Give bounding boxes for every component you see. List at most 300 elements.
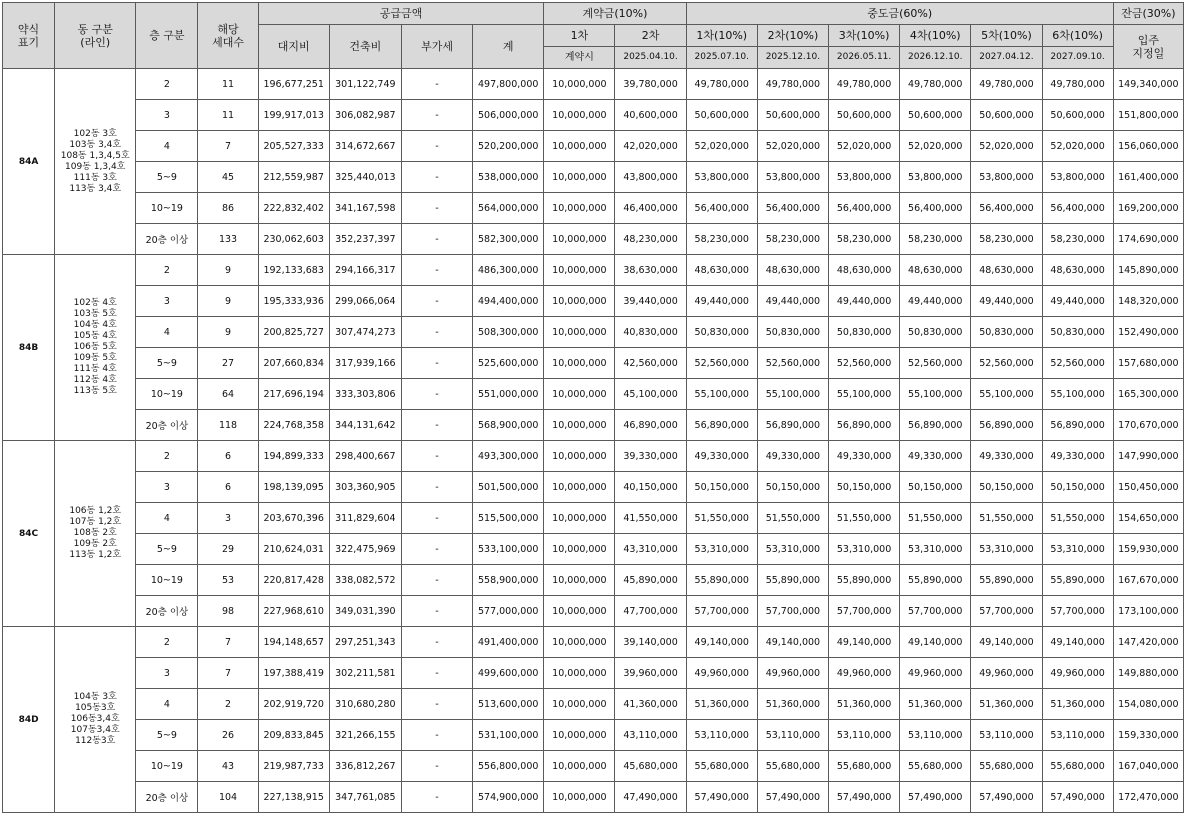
middle-3-cell: 53,110,000 <box>829 720 900 751</box>
header-middle-3-date: 2026.05.11. <box>829 47 900 69</box>
middle-1-cell: 51,360,000 <box>686 689 757 720</box>
balance-cell: 147,420,000 <box>1113 627 1183 658</box>
floor-cell: 4 <box>136 317 198 348</box>
table-row <box>3 69 1184 100</box>
c2-cell: 46,890,000 <box>615 410 686 441</box>
middle-4-cell: 49,960,000 <box>900 658 971 689</box>
land-cell: 202,919,720 <box>258 689 329 720</box>
middle-6-cell: 50,600,000 <box>1042 100 1113 131</box>
c2-cell: 39,440,000 <box>615 286 686 317</box>
households-cell: 27 <box>198 348 258 379</box>
middle-6-cell: 55,680,000 <box>1042 751 1113 782</box>
middle-6-cell: 57,490,000 <box>1042 782 1113 813</box>
vat-cell: - <box>401 565 472 596</box>
middle-1-cell: 53,310,000 <box>686 534 757 565</box>
middle-5-cell: 53,800,000 <box>971 162 1042 193</box>
c2-cell: 42,560,000 <box>615 348 686 379</box>
middle-3-cell: 50,150,000 <box>829 472 900 503</box>
c1-cell: 10,000,000 <box>544 751 615 782</box>
middle-4-cell: 57,700,000 <box>900 596 971 627</box>
c2-cell: 43,110,000 <box>615 720 686 751</box>
land-cell: 200,825,727 <box>258 317 329 348</box>
vat-cell: - <box>401 441 472 472</box>
total-cell: 577,000,000 <box>473 596 544 627</box>
building-cell: 294,166,317 <box>329 255 401 286</box>
c2-cell: 43,310,000 <box>615 534 686 565</box>
households-cell: 43 <box>198 751 258 782</box>
building-cell: 352,237,397 <box>329 224 401 255</box>
land-cell: 212,559,987 <box>258 162 329 193</box>
table-row <box>3 658 1184 689</box>
middle-4-cell: 58,230,000 <box>900 224 971 255</box>
middle-3-cell: 55,680,000 <box>829 751 900 782</box>
middle-1-cell: 50,150,000 <box>686 472 757 503</box>
header-middle-2: 2차(10%) <box>757 25 828 47</box>
vat-cell: - <box>401 410 472 441</box>
floor-cell: 3 <box>136 286 198 317</box>
middle-2-cell: 49,440,000 <box>757 286 828 317</box>
vat-cell: - <box>401 193 472 224</box>
floor-cell: 3 <box>136 100 198 131</box>
table-row <box>3 255 1184 286</box>
middle-3-cell: 53,310,000 <box>829 534 900 565</box>
floor-cell: 2 <box>136 627 198 658</box>
c2-cell: 46,400,000 <box>615 193 686 224</box>
middle-1-cell: 56,400,000 <box>686 193 757 224</box>
c1-cell: 10,000,000 <box>544 224 615 255</box>
households-cell: 104 <box>198 782 258 813</box>
header-land: 대지비 <box>258 25 329 69</box>
total-cell: 582,300,000 <box>473 224 544 255</box>
header-households: 해당 세대수 <box>198 3 258 69</box>
header-balance-date: 입주 지정일 <box>1113 25 1183 69</box>
middle-5-cell: 49,960,000 <box>971 658 1042 689</box>
building-cell: 307,474,273 <box>329 317 401 348</box>
households-cell: 133 <box>198 224 258 255</box>
vat-cell: - <box>401 286 472 317</box>
header-total: 계 <box>473 25 544 69</box>
vat-cell: - <box>401 162 472 193</box>
building-cell: 310,680,280 <box>329 689 401 720</box>
floor-cell: 4 <box>136 689 198 720</box>
middle-2-cell: 49,780,000 <box>757 69 828 100</box>
balance-cell: 159,930,000 <box>1113 534 1183 565</box>
building-cell: 336,812,267 <box>329 751 401 782</box>
table-row <box>3 224 1184 255</box>
middle-6-cell: 52,560,000 <box>1042 348 1113 379</box>
total-cell: 501,500,000 <box>473 472 544 503</box>
building-cell: 311,829,604 <box>329 503 401 534</box>
middle-2-cell: 57,490,000 <box>757 782 828 813</box>
middle-6-cell: 50,150,000 <box>1042 472 1113 503</box>
middle-5-cell: 50,150,000 <box>971 472 1042 503</box>
floor-cell: 4 <box>136 503 198 534</box>
middle-6-cell: 49,780,000 <box>1042 69 1113 100</box>
floor-cell: 4 <box>136 131 198 162</box>
building-cell: 325,440,013 <box>329 162 401 193</box>
land-cell: 203,670,396 <box>258 503 329 534</box>
c1-cell: 10,000,000 <box>544 503 615 534</box>
table-row <box>3 751 1184 782</box>
floor-cell: 20층 이상 <box>136 224 198 255</box>
table-row <box>3 286 1184 317</box>
middle-2-cell: 51,550,000 <box>757 503 828 534</box>
c2-cell: 39,140,000 <box>615 627 686 658</box>
c1-cell: 10,000,000 <box>544 379 615 410</box>
middle-5-cell: 50,600,000 <box>971 100 1042 131</box>
header-middle-5-date: 2027.04.12. <box>971 47 1042 69</box>
middle-6-cell: 56,400,000 <box>1042 193 1113 224</box>
table-header <box>3 3 1184 69</box>
land-cell: 220,817,428 <box>258 565 329 596</box>
middle-2-cell: 55,100,000 <box>757 379 828 410</box>
middle-6-cell: 49,140,000 <box>1042 627 1113 658</box>
households-cell: 6 <box>198 472 258 503</box>
middle-2-cell: 51,360,000 <box>757 689 828 720</box>
vat-cell: - <box>401 255 472 286</box>
land-cell: 199,917,013 <box>258 100 329 131</box>
middle-1-cell: 49,330,000 <box>686 441 757 472</box>
c1-cell: 10,000,000 <box>544 193 615 224</box>
middle-1-cell: 56,890,000 <box>686 410 757 441</box>
balance-cell: 145,890,000 <box>1113 255 1183 286</box>
building-cell: 349,031,390 <box>329 596 401 627</box>
balance-cell: 169,200,000 <box>1113 193 1183 224</box>
middle-6-cell: 56,890,000 <box>1042 410 1113 441</box>
households-cell: 9 <box>198 317 258 348</box>
header-middle-group: 중도금(60%) <box>686 3 1113 25</box>
c1-cell: 10,000,000 <box>544 534 615 565</box>
total-cell: 525,600,000 <box>473 348 544 379</box>
table-row <box>3 379 1184 410</box>
middle-5-cell: 58,230,000 <box>971 224 1042 255</box>
middle-6-cell: 50,830,000 <box>1042 317 1113 348</box>
land-cell: 198,139,095 <box>258 472 329 503</box>
balance-cell: 174,690,000 <box>1113 224 1183 255</box>
middle-5-cell: 57,700,000 <box>971 596 1042 627</box>
table-row <box>3 472 1184 503</box>
middle-3-cell: 49,780,000 <box>829 69 900 100</box>
vat-cell: - <box>401 224 472 255</box>
c1-cell: 10,000,000 <box>544 162 615 193</box>
header-balance-group: 잔금(30%) <box>1113 3 1183 25</box>
middle-2-cell: 55,890,000 <box>757 565 828 596</box>
total-cell: 564,000,000 <box>473 193 544 224</box>
households-cell: 53 <box>198 565 258 596</box>
floor-cell: 5~9 <box>136 348 198 379</box>
c1-cell: 10,000,000 <box>544 410 615 441</box>
c2-cell: 47,700,000 <box>615 596 686 627</box>
middle-5-cell: 49,440,000 <box>971 286 1042 317</box>
type-cell: 84C <box>3 441 55 627</box>
building-cell: 321,266,155 <box>329 720 401 751</box>
table-row <box>3 193 1184 224</box>
c1-cell: 10,000,000 <box>544 782 615 813</box>
c2-cell: 45,680,000 <box>615 751 686 782</box>
middle-6-cell: 58,230,000 <box>1042 224 1113 255</box>
land-cell: 194,148,657 <box>258 627 329 658</box>
c2-cell: 39,780,000 <box>615 69 686 100</box>
balance-cell: 157,680,000 <box>1113 348 1183 379</box>
table-row <box>3 410 1184 441</box>
balance-cell: 173,100,000 <box>1113 596 1183 627</box>
total-cell: 538,000,000 <box>473 162 544 193</box>
land-cell: 192,133,683 <box>258 255 329 286</box>
middle-3-cell: 52,560,000 <box>829 348 900 379</box>
middle-2-cell: 52,560,000 <box>757 348 828 379</box>
floor-cell: 5~9 <box>136 534 198 565</box>
middle-3-cell: 57,490,000 <box>829 782 900 813</box>
middle-2-cell: 49,960,000 <box>757 658 828 689</box>
c2-cell: 38,630,000 <box>615 255 686 286</box>
middle-1-cell: 49,440,000 <box>686 286 757 317</box>
building-cell: 314,672,667 <box>329 131 401 162</box>
middle-3-cell: 49,330,000 <box>829 441 900 472</box>
c2-cell: 45,100,000 <box>615 379 686 410</box>
land-cell: 227,138,915 <box>258 782 329 813</box>
total-cell: 497,800,000 <box>473 69 544 100</box>
table-row <box>3 534 1184 565</box>
total-cell: 551,000,000 <box>473 379 544 410</box>
middle-1-cell: 53,110,000 <box>686 720 757 751</box>
table-row <box>3 720 1184 751</box>
header-middle-1-date: 2025.07.10. <box>686 47 757 69</box>
middle-4-cell: 57,490,000 <box>900 782 971 813</box>
middle-5-cell: 49,780,000 <box>971 69 1042 100</box>
middle-2-cell: 57,700,000 <box>757 596 828 627</box>
middle-1-cell: 53,800,000 <box>686 162 757 193</box>
vat-cell: - <box>401 472 472 503</box>
middle-5-cell: 55,100,000 <box>971 379 1042 410</box>
c2-cell: 45,890,000 <box>615 565 686 596</box>
building-cell: 301,122,749 <box>329 69 401 100</box>
total-cell: 513,600,000 <box>473 689 544 720</box>
header-middle-3: 3차(10%) <box>829 25 900 47</box>
middle-2-cell: 50,600,000 <box>757 100 828 131</box>
balance-cell: 150,450,000 <box>1113 472 1183 503</box>
land-cell: 224,768,358 <box>258 410 329 441</box>
building-cell: 302,211,581 <box>329 658 401 689</box>
balance-cell: 149,340,000 <box>1113 69 1183 100</box>
floor-cell: 20층 이상 <box>136 782 198 813</box>
households-cell: 6 <box>198 441 258 472</box>
building-cell: 338,082,572 <box>329 565 401 596</box>
table-body <box>3 69 1184 813</box>
floor-cell: 2 <box>136 255 198 286</box>
building-cell: 306,082,987 <box>329 100 401 131</box>
total-cell: 531,100,000 <box>473 720 544 751</box>
middle-6-cell: 49,440,000 <box>1042 286 1113 317</box>
table-row <box>3 441 1184 472</box>
middle-1-cell: 50,830,000 <box>686 317 757 348</box>
c1-cell: 10,000,000 <box>544 627 615 658</box>
building-cell: 297,251,343 <box>329 627 401 658</box>
land-cell: 217,696,194 <box>258 379 329 410</box>
middle-3-cell: 56,400,000 <box>829 193 900 224</box>
table-row <box>3 131 1184 162</box>
middle-5-cell: 49,330,000 <box>971 441 1042 472</box>
c2-cell: 40,600,000 <box>615 100 686 131</box>
total-cell: 494,400,000 <box>473 286 544 317</box>
floor-cell: 10~19 <box>136 379 198 410</box>
c1-cell: 10,000,000 <box>544 69 615 100</box>
dong-cell: 102동 4호 103동 5호 104동 4호 105동 4호 106동 5호 109동 5호 111동 4호 112동 4호 113동 5호 <box>55 255 136 441</box>
balance-cell: 149,880,000 <box>1113 658 1183 689</box>
balance-cell: 172,470,000 <box>1113 782 1183 813</box>
c2-cell: 48,230,000 <box>615 224 686 255</box>
header-type: 약식 표기 <box>3 3 55 69</box>
households-cell: 45 <box>198 162 258 193</box>
land-cell: 222,832,402 <box>258 193 329 224</box>
building-cell: 298,400,667 <box>329 441 401 472</box>
households-cell: 98 <box>198 596 258 627</box>
dong-cell: 102동 3호 103동 3,4호 108동 1,3,4,5호 109동 1,3,4호 111동 3호 113동 3,4호 <box>55 69 136 255</box>
floor-cell: 20층 이상 <box>136 410 198 441</box>
land-cell: 197,388,419 <box>258 658 329 689</box>
middle-4-cell: 52,560,000 <box>900 348 971 379</box>
middle-3-cell: 52,020,000 <box>829 131 900 162</box>
total-cell: 493,300,000 <box>473 441 544 472</box>
land-cell: 195,333,936 <box>258 286 329 317</box>
households-cell: 26 <box>198 720 258 751</box>
table-row <box>3 565 1184 596</box>
middle-5-cell: 53,110,000 <box>971 720 1042 751</box>
building-cell: 341,167,598 <box>329 193 401 224</box>
vat-cell: - <box>401 782 472 813</box>
floor-cell: 10~19 <box>136 565 198 596</box>
c1-cell: 10,000,000 <box>544 441 615 472</box>
middle-4-cell: 55,680,000 <box>900 751 971 782</box>
households-cell: 11 <box>198 100 258 131</box>
balance-cell: 161,400,000 <box>1113 162 1183 193</box>
land-cell: 196,677,251 <box>258 69 329 100</box>
middle-3-cell: 55,100,000 <box>829 379 900 410</box>
vat-cell: - <box>401 348 472 379</box>
building-cell: 317,939,166 <box>329 348 401 379</box>
header-contract-2-date: 2025.04.10. <box>615 47 686 69</box>
middle-3-cell: 57,700,000 <box>829 596 900 627</box>
vat-cell: - <box>401 627 472 658</box>
total-cell: 515,500,000 <box>473 503 544 534</box>
table-row <box>3 689 1184 720</box>
total-cell: 574,900,000 <box>473 782 544 813</box>
balance-cell: 147,990,000 <box>1113 441 1183 472</box>
c1-cell: 10,000,000 <box>544 286 615 317</box>
middle-5-cell: 52,020,000 <box>971 131 1042 162</box>
c1-cell: 10,000,000 <box>544 565 615 596</box>
middle-3-cell: 49,440,000 <box>829 286 900 317</box>
balance-cell: 152,490,000 <box>1113 317 1183 348</box>
middle-1-cell: 49,780,000 <box>686 69 757 100</box>
building-cell: 344,131,642 <box>329 410 401 441</box>
middle-2-cell: 50,830,000 <box>757 317 828 348</box>
middle-2-cell: 50,150,000 <box>757 472 828 503</box>
households-cell: 118 <box>198 410 258 441</box>
floor-cell: 2 <box>136 441 198 472</box>
households-cell: 64 <box>198 379 258 410</box>
building-cell: 299,066,064 <box>329 286 401 317</box>
middle-6-cell: 53,110,000 <box>1042 720 1113 751</box>
header-middle-2-date: 2025.12.10. <box>757 47 828 69</box>
households-cell: 29 <box>198 534 258 565</box>
floor-cell: 5~9 <box>136 162 198 193</box>
vat-cell: - <box>401 596 472 627</box>
middle-4-cell: 50,150,000 <box>900 472 971 503</box>
middle-5-cell: 55,680,000 <box>971 751 1042 782</box>
total-cell: 533,100,000 <box>473 534 544 565</box>
header-dong: 동 구분 (라인) <box>55 3 136 69</box>
header-vat: 부가세 <box>401 25 472 69</box>
middle-5-cell: 50,830,000 <box>971 317 1042 348</box>
middle-4-cell: 48,630,000 <box>900 255 971 286</box>
floor-cell: 3 <box>136 472 198 503</box>
c1-cell: 10,000,000 <box>544 689 615 720</box>
c2-cell: 41,360,000 <box>615 689 686 720</box>
middle-4-cell: 49,140,000 <box>900 627 971 658</box>
middle-3-cell: 56,890,000 <box>829 410 900 441</box>
floor-cell: 3 <box>136 658 198 689</box>
middle-1-cell: 50,600,000 <box>686 100 757 131</box>
vat-cell: - <box>401 131 472 162</box>
households-cell: 7 <box>198 627 258 658</box>
dong-cell: 104동 3호 105동3호 106동3,4호 107동3,4호 112동3호 <box>55 627 136 813</box>
floor-cell: 20층 이상 <box>136 596 198 627</box>
balance-cell: 148,320,000 <box>1113 286 1183 317</box>
middle-6-cell: 55,890,000 <box>1042 565 1113 596</box>
middle-3-cell: 48,630,000 <box>829 255 900 286</box>
households-cell: 2 <box>198 689 258 720</box>
c2-cell: 41,550,000 <box>615 503 686 534</box>
middle-1-cell: 51,550,000 <box>686 503 757 534</box>
table-row <box>3 627 1184 658</box>
total-cell: 506,000,000 <box>473 100 544 131</box>
c2-cell: 40,830,000 <box>615 317 686 348</box>
c2-cell: 39,960,000 <box>615 658 686 689</box>
dong-cell: 106동 1,2호 107동 1,2호 108동 2호 109동 2호 113동 1,2호 <box>55 441 136 627</box>
header-contract-group: 계약금(10%) <box>544 3 686 25</box>
c2-cell: 42,020,000 <box>615 131 686 162</box>
middle-6-cell: 49,330,000 <box>1042 441 1113 472</box>
middle-2-cell: 56,400,000 <box>757 193 828 224</box>
households-cell: 86 <box>198 193 258 224</box>
middle-5-cell: 48,630,000 <box>971 255 1042 286</box>
middle-5-cell: 56,890,000 <box>971 410 1042 441</box>
c1-cell: 10,000,000 <box>544 131 615 162</box>
households-cell: 9 <box>198 255 258 286</box>
middle-2-cell: 49,330,000 <box>757 441 828 472</box>
total-cell: 491,400,000 <box>473 627 544 658</box>
middle-6-cell: 53,800,000 <box>1042 162 1113 193</box>
middle-5-cell: 53,310,000 <box>971 534 1042 565</box>
middle-6-cell: 51,550,000 <box>1042 503 1113 534</box>
header-middle-4: 4차(10%) <box>900 25 971 47</box>
floor-cell: 10~19 <box>136 751 198 782</box>
c2-cell: 43,800,000 <box>615 162 686 193</box>
balance-cell: 154,650,000 <box>1113 503 1183 534</box>
balance-cell: 167,670,000 <box>1113 565 1183 596</box>
middle-1-cell: 57,490,000 <box>686 782 757 813</box>
middle-1-cell: 49,960,000 <box>686 658 757 689</box>
households-cell: 11 <box>198 69 258 100</box>
middle-5-cell: 57,490,000 <box>971 782 1042 813</box>
type-cell: 84A <box>3 69 55 255</box>
table-row <box>3 348 1184 379</box>
balance-cell: 151,800,000 <box>1113 100 1183 131</box>
middle-3-cell: 50,600,000 <box>829 100 900 131</box>
total-cell: 499,600,000 <box>473 658 544 689</box>
middle-4-cell: 52,020,000 <box>900 131 971 162</box>
middle-5-cell: 51,360,000 <box>971 689 1042 720</box>
